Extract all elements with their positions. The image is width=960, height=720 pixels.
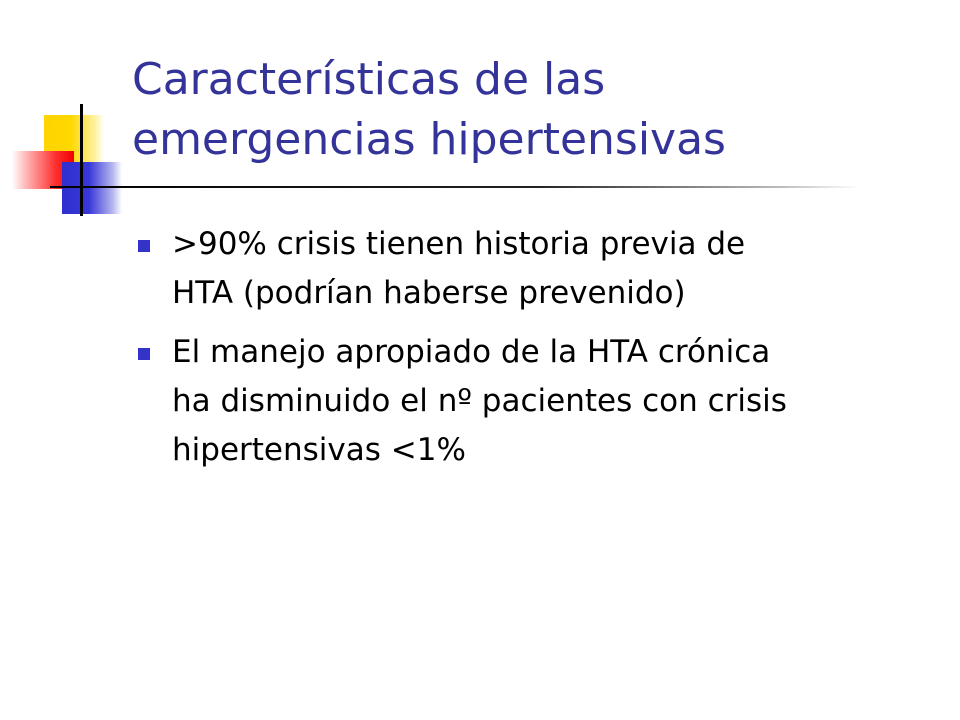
bullet-item xyxy=(134,328,934,475)
bullet-text-line: El manejo apropiado de la HTA crónica xyxy=(172,334,771,370)
bullet-item xyxy=(134,220,934,318)
square-bullet-icon xyxy=(138,348,150,360)
blue-square-decoration xyxy=(62,162,122,214)
bullet-text xyxy=(172,220,934,318)
bullet-text-line: hipertensivas <1% xyxy=(172,432,466,468)
bullet-text-line: ha disminuido el nº pacientes con crisis xyxy=(172,383,787,419)
bullet-text-line: >90% crisis tienen historia previa de xyxy=(172,226,746,262)
vertical-line-decoration xyxy=(80,104,83,216)
bullet-text-line: HTA (podrían haberse prevenido) xyxy=(172,275,686,311)
square-bullet-icon xyxy=(138,240,150,252)
bullet-list xyxy=(134,220,934,485)
slide-title-line: emergencias hipertensivas xyxy=(132,114,726,165)
slide-title xyxy=(132,50,932,170)
bullet-text xyxy=(172,328,934,475)
title-underline xyxy=(50,186,860,188)
template-logo xyxy=(0,0,140,230)
slide-title-line: Características de las xyxy=(132,54,606,105)
